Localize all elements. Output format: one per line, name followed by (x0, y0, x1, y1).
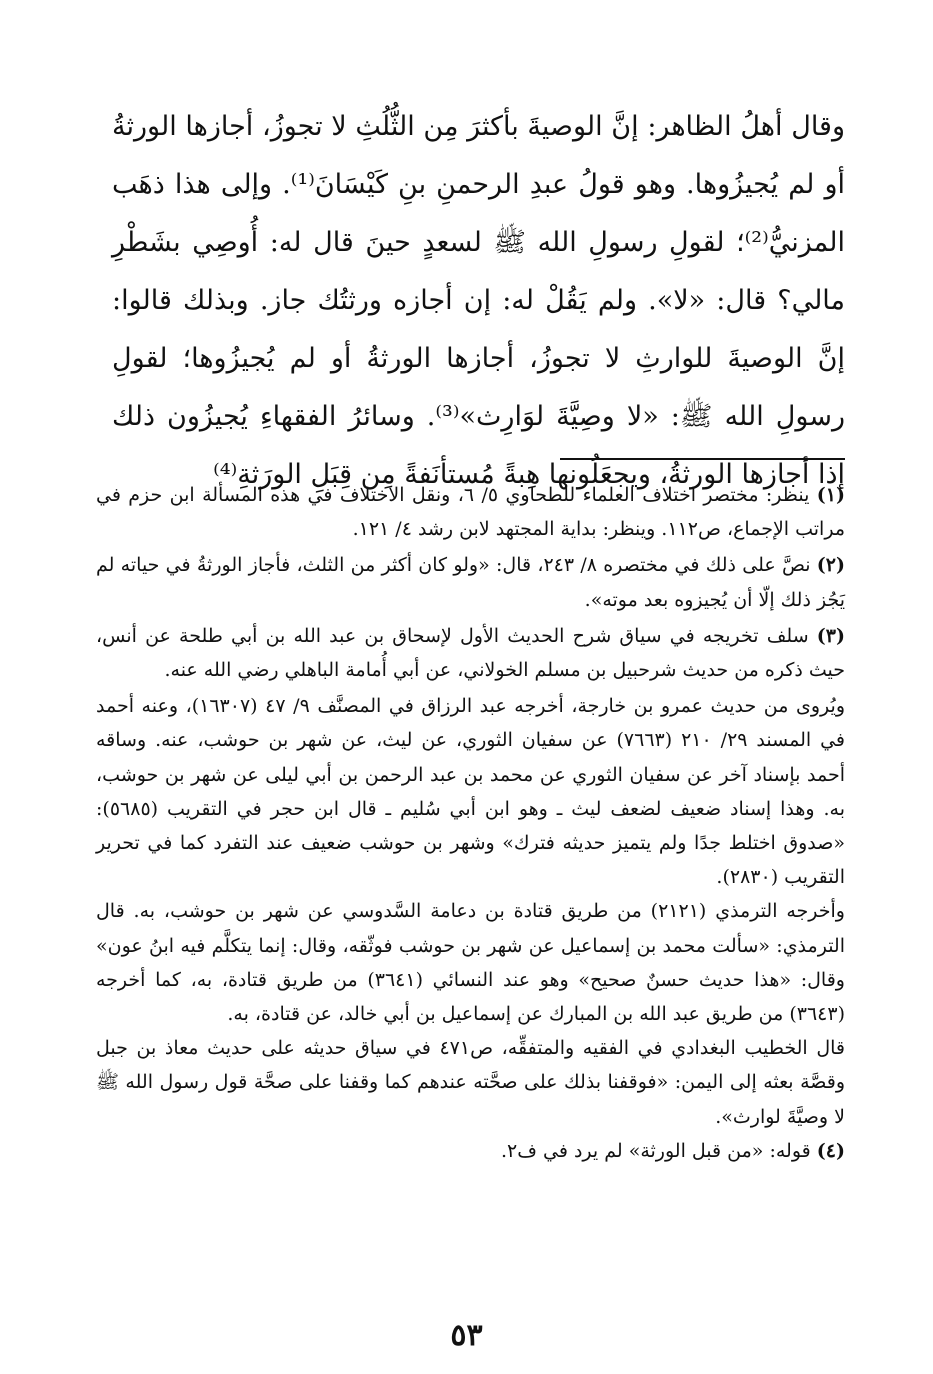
footnote-text: قوله: «من قبل الورثة» لم يرد في ف٢. (501, 1139, 811, 1162)
footnote-text: ينظر: مختصر اختلاف العلماء للطحاوي ٥/ ٦، ونقل الاختلاف في هذه المسألة ابن حزم في مراتب الإجماع، ص١١٢. وينظر: بداية المجتهد لابن رشد ٤/ ١٢١. (96, 484, 845, 541)
footnote-1 (96, 478, 845, 546)
page-number: ٥٣ (450, 1318, 483, 1353)
footnote-separator (560, 458, 845, 460)
footnote-number: (٣) (816, 624, 845, 647)
footnote-3 (96, 619, 845, 687)
footnote-number: (١) (816, 484, 845, 506)
footnotes-block (96, 478, 845, 1170)
footnote-number: (٢) (816, 554, 845, 577)
footnote-2 (96, 548, 845, 616)
main-text-block (112, 98, 845, 504)
footnote-3-continuation: وأخرجه الترمذي (٢١٢١) من طريق قتادة بن دعامة السَّدوسي عن شهر بن حوشب، به. قال الترمذي: «سألت محمد بن إسماعيل عن شهر بن حوشب فوثّقه، وقال: إنما يتكلَّم فيه ابنُ عون» وقال: «هذا حديث حسنٌ صحيح» وهو عند النسائي (٣٦٤١) من طريق قتادة، به، كما أخرجه (٣٦٤٣) من طريق عبد الله بن المبارك عن إسماعيل بن أبي خالد، عن قتادة، به. (96, 900, 845, 1026)
footnote-3-continuation: ويُروى من حديث عمرو بن خارجة، أخرجه عبد الرزاق في المصنَّف ٩/ ٤٧ (١٦٣٠٧)، وعنه أحمد في المسند ٢٩/ ٢١٠ (٧٦٦٣) عن سفيان الثوري، عن ليث، عن شهر بن حوشب، عنه. وساقه أحمد بإسناد آخر عن سفيان الثوري عن محمد بن عبد الرحمن بن أبي ليلى عن شهر بن حوشب، به. وهذا إسناد ضعيف لضعف ليث ـ وهو ابن أبي سُليم ـ قال ابن حجر في التقريب (٥٦٨٥): «صدوق اختلط جدًا ولم يتميز حديثه فترك» وشهر بن حوشب ضعيف عند التفرد كما في تحرير التقريب (٢٨٣٠). (96, 695, 845, 889)
footnote-3-continuation: قال الخطيب البغدادي في الفقيه والمتفقِّه، ص٤٧١ في سياق حديثه على حديث معاذ بن جبل وقصَّة بعثه إلى اليمن: «فوقفنا بذلك على صحَّته عندهم كما وقفنا على صحَّة قول رسول الله ﷺ لا وصيَّةَ لوارث». (96, 1037, 845, 1128)
footnote-text: نصَّ على ذلك في مختصره ٨/ ٢٤٣، قال: «ولو كان أكثر من الثلث، فأجاز الورثةُ في حياته لم يَجُز ذلك إلّا أن يُجيزوه بعد موته». (96, 554, 845, 611)
footnote-text: سلف تخريجه في سياق شرح الحديث الأول لإسحاق بن عبد الله بن أبي طلحة عن أنس، حيث ذكره من حديث شرحبيل بن مسلم الخولاني، عن أبي أُمامة الباهلي رضي الله عنه. (96, 624, 845, 682)
main-paragraph: وقال أهلُ الظاهر: إنَّ الوصيةَ بأكثرَ مِن الثُّلُثِ لا تجوزُ، أجازها الورثةُ أو لم يُجيزُوها. وهو قولُ عبدِ الرحمنِ بنِ كَيْسَانَ⁽¹⁾. وإلى هذا ذهَب المزنيُّ⁽²⁾؛ لقولِ رسولِ الله ﷺ لسعدٍ حينَ قال له: أُوصِي بشَطْرِ مالي؟ قال: «لا». ولم يَقُلْ له: إن أجازه ورثتُك جاز. وبذلك قالوا: إنَّ الوصيةَ للوارثِ لا تجوزُ، أجازها الورثةُ أو لم يُجيزُوها؛ لقولِ رسولِ الله ﷺ: «لا وصِيَّةَ لوَارِث»⁽³⁾. وسائرُ الفقهاءِ يُجيزُون ذلك إذا أجازها الورثةُ، ويجعَلُونها هِبةً مُستأنَفةً مِن قِبَلِ الورَثةِ⁽⁴⁾ (112, 111, 845, 490)
footnote-number: (٤) (816, 1139, 845, 1162)
footnote-4 (96, 1134, 845, 1168)
